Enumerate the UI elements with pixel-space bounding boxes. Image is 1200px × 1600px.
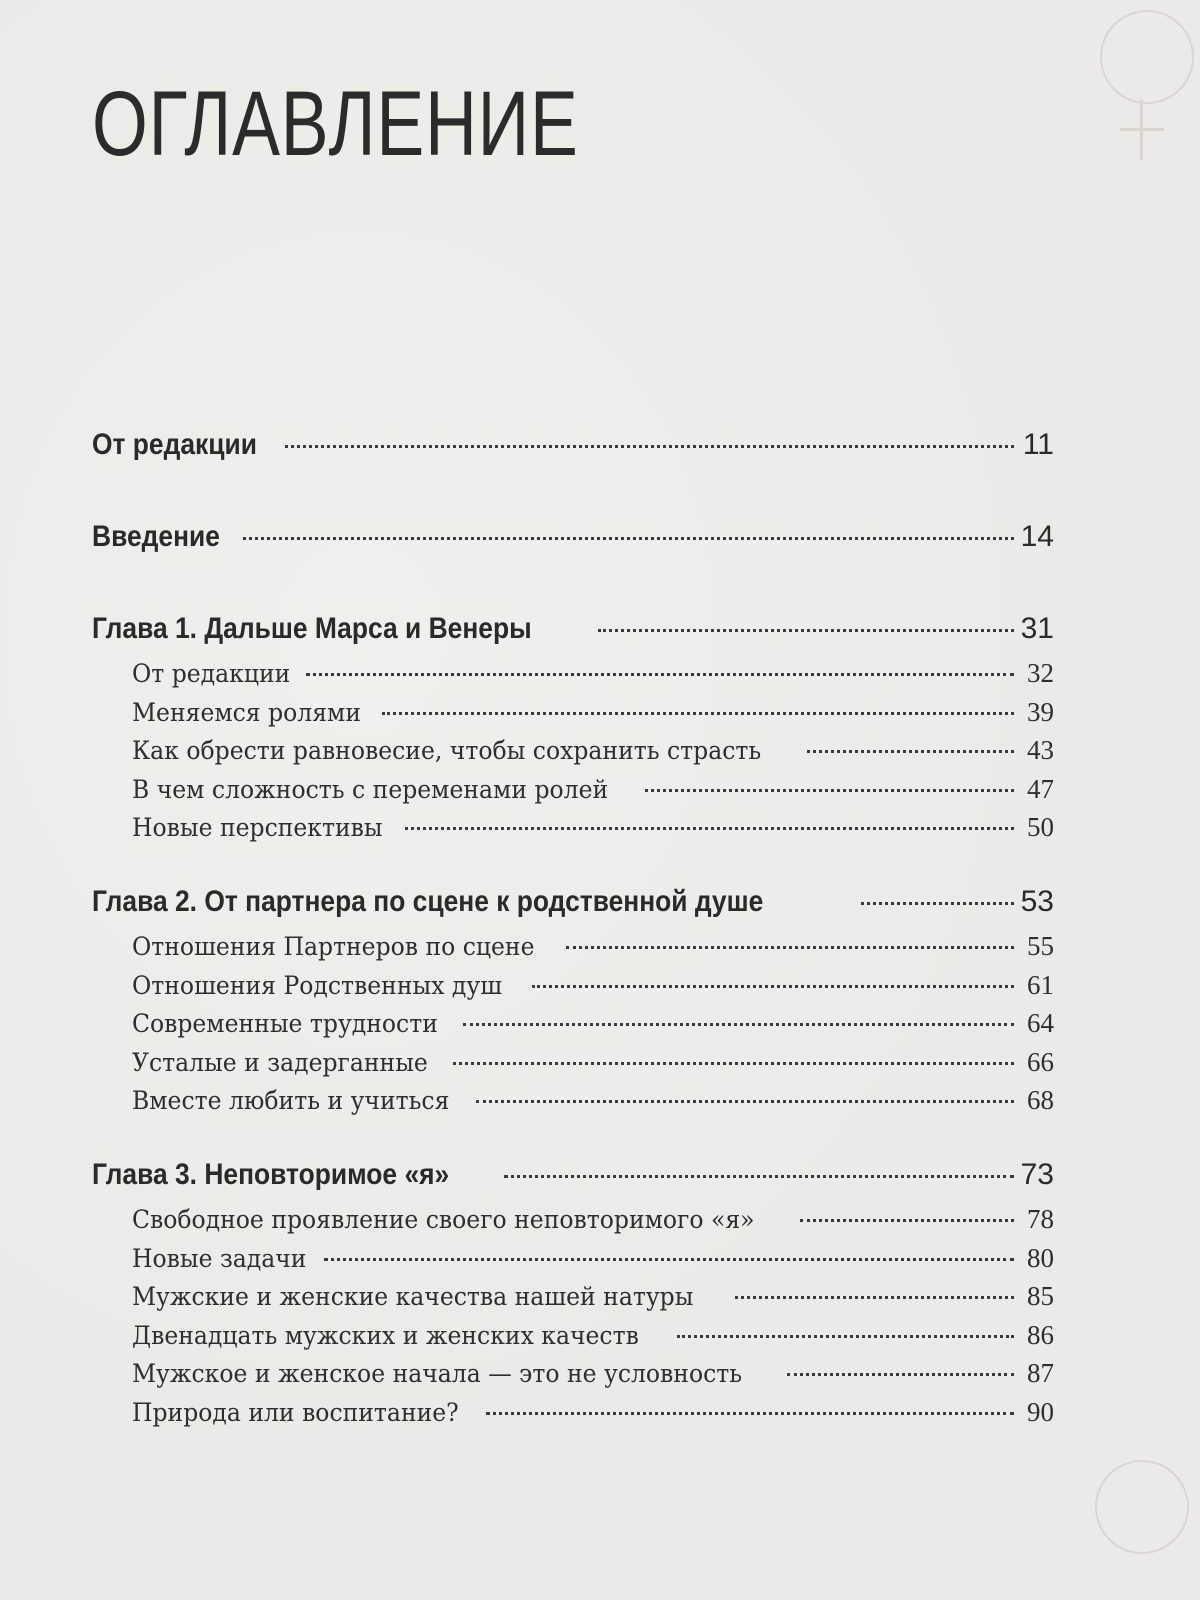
toc-section[interactable] xyxy=(92,1085,1054,1124)
toc-chapter-label: Глава 3. Неповторимое «я» xyxy=(92,1157,450,1191)
toc-section[interactable] xyxy=(92,931,1054,970)
toc-chapter-1[interactable] xyxy=(92,612,1054,658)
toc-page-number: 87 xyxy=(1027,1358,1054,1389)
toc-page-number: 32 xyxy=(1027,658,1054,688)
dot-leader xyxy=(566,946,1014,949)
dot-leader xyxy=(382,712,1014,715)
toc-entry-introduction[interactable] xyxy=(92,520,1054,566)
toc-page-number: 86 xyxy=(1027,1319,1054,1350)
toc-section-label: Свободное проявление своего неповторимого «я» xyxy=(132,1204,755,1234)
dot-leader xyxy=(486,1412,1014,1415)
toc-page-number: 53 xyxy=(1020,884,1054,918)
toc-page-number: 47 xyxy=(1027,773,1054,804)
toc-chapter-label: Глава 1. Дальше Марса и Венеры xyxy=(92,612,532,645)
toc-section-label: Усталые и задерганные xyxy=(132,1047,428,1077)
toc-chapter-2[interactable] xyxy=(92,885,1054,931)
toc-section-label: Отношения Родственных душ xyxy=(132,970,503,1000)
toc-section-label: Современные трудности xyxy=(132,1009,438,1039)
toc-page-number: 80 xyxy=(1027,1242,1054,1273)
toc-section-label: Меняемся ролями xyxy=(132,697,361,727)
toc-section-label: Двенадцать мужских и женских качеств xyxy=(132,1320,639,1350)
toc-entry-label: Введение xyxy=(92,520,220,553)
toc-section[interactable] xyxy=(92,812,1054,851)
toc-section[interactable] xyxy=(92,1281,1054,1320)
toc-section-label: От редакции xyxy=(132,659,291,688)
table-of-contents xyxy=(92,428,1054,1436)
toc-page-number: 66 xyxy=(1027,1046,1054,1077)
dot-leader xyxy=(807,750,1014,753)
toc-section-label: Мужские и женские качества нашей натуры xyxy=(132,1282,694,1312)
toc-section[interactable] xyxy=(92,1204,1054,1243)
venus-symbol-watermark xyxy=(1100,10,1194,104)
dot-leader xyxy=(463,1023,1014,1026)
toc-section-label: В чем сложность с переменами ролей xyxy=(132,774,609,804)
toc-section[interactable] xyxy=(92,1047,1054,1086)
toc-section[interactable] xyxy=(92,1243,1054,1282)
toc-section[interactable] xyxy=(92,1397,1054,1436)
toc-section[interactable] xyxy=(92,1358,1054,1397)
dot-leader xyxy=(324,1258,1014,1261)
venus-cross-bar-watermark xyxy=(1120,128,1164,131)
dot-leader xyxy=(800,1219,1014,1222)
toc-page-number: 61 xyxy=(1027,969,1054,1000)
toc-page-number: 31 xyxy=(1020,612,1054,645)
mars-symbol-watermark xyxy=(1095,1460,1189,1554)
toc-entry-editorial[interactable] xyxy=(92,428,1054,474)
dot-leader xyxy=(735,1296,1014,1299)
toc-section-label: Как обрести равновесие, чтобы сохранить страсть xyxy=(132,736,762,766)
dot-leader xyxy=(504,1175,1014,1178)
dot-leader xyxy=(306,673,1014,676)
toc-entry-label: От редакции xyxy=(92,428,257,461)
toc-page-number: 78 xyxy=(1027,1203,1054,1234)
toc-section[interactable] xyxy=(92,658,1054,697)
toc-section[interactable] xyxy=(92,970,1054,1009)
toc-section[interactable] xyxy=(92,1008,1054,1047)
toc-section-label: Новые задачи xyxy=(132,1243,307,1273)
toc-page-number: 90 xyxy=(1027,1396,1054,1427)
toc-section[interactable] xyxy=(92,1320,1054,1359)
toc-page-number: 55 xyxy=(1027,930,1054,961)
toc-page-number: 14 xyxy=(1020,520,1054,553)
toc-section-label: Отношения Партнеров по сцене xyxy=(132,931,535,961)
dot-leader xyxy=(453,1062,1014,1065)
toc-page-number: 11 xyxy=(1022,428,1054,461)
page-title: ОГЛАВЛЕНИЕ xyxy=(92,73,579,175)
toc-section[interactable] xyxy=(92,735,1054,774)
toc-page-number: 64 xyxy=(1027,1008,1054,1039)
toc-page-number: 85 xyxy=(1027,1281,1054,1312)
dot-leader xyxy=(476,1100,1014,1103)
toc-page-number: 43 xyxy=(1027,735,1054,766)
dot-leader xyxy=(787,1373,1014,1376)
dot-leader xyxy=(645,789,1014,792)
dot-leader xyxy=(532,985,1014,988)
toc-section[interactable] xyxy=(92,774,1054,813)
dot-leader xyxy=(598,629,1014,632)
dot-leader xyxy=(243,537,1014,540)
toc-chapter-3[interactable] xyxy=(92,1158,1054,1204)
toc-page-number: 50 xyxy=(1027,812,1054,843)
toc-chapter-label: Глава 2. От партнера по сцене к родственной душе xyxy=(92,884,764,918)
toc-section-label: Вместе любить и учиться xyxy=(132,1086,450,1116)
toc-page-number: 39 xyxy=(1027,696,1054,727)
dot-leader xyxy=(861,902,1014,905)
toc-section-label: Новые перспективы xyxy=(132,813,383,843)
dot-leader xyxy=(677,1335,1014,1338)
toc-section[interactable] xyxy=(92,697,1054,736)
dot-leader xyxy=(285,445,1014,448)
toc-page-number: 68 xyxy=(1027,1085,1054,1116)
toc-section-label: Природа или воспитание? xyxy=(132,1397,459,1427)
toc-page-number: 73 xyxy=(1020,1157,1054,1191)
toc-section-label: Мужское и женское начала — это не условность xyxy=(132,1359,743,1389)
dot-leader xyxy=(405,827,1014,830)
